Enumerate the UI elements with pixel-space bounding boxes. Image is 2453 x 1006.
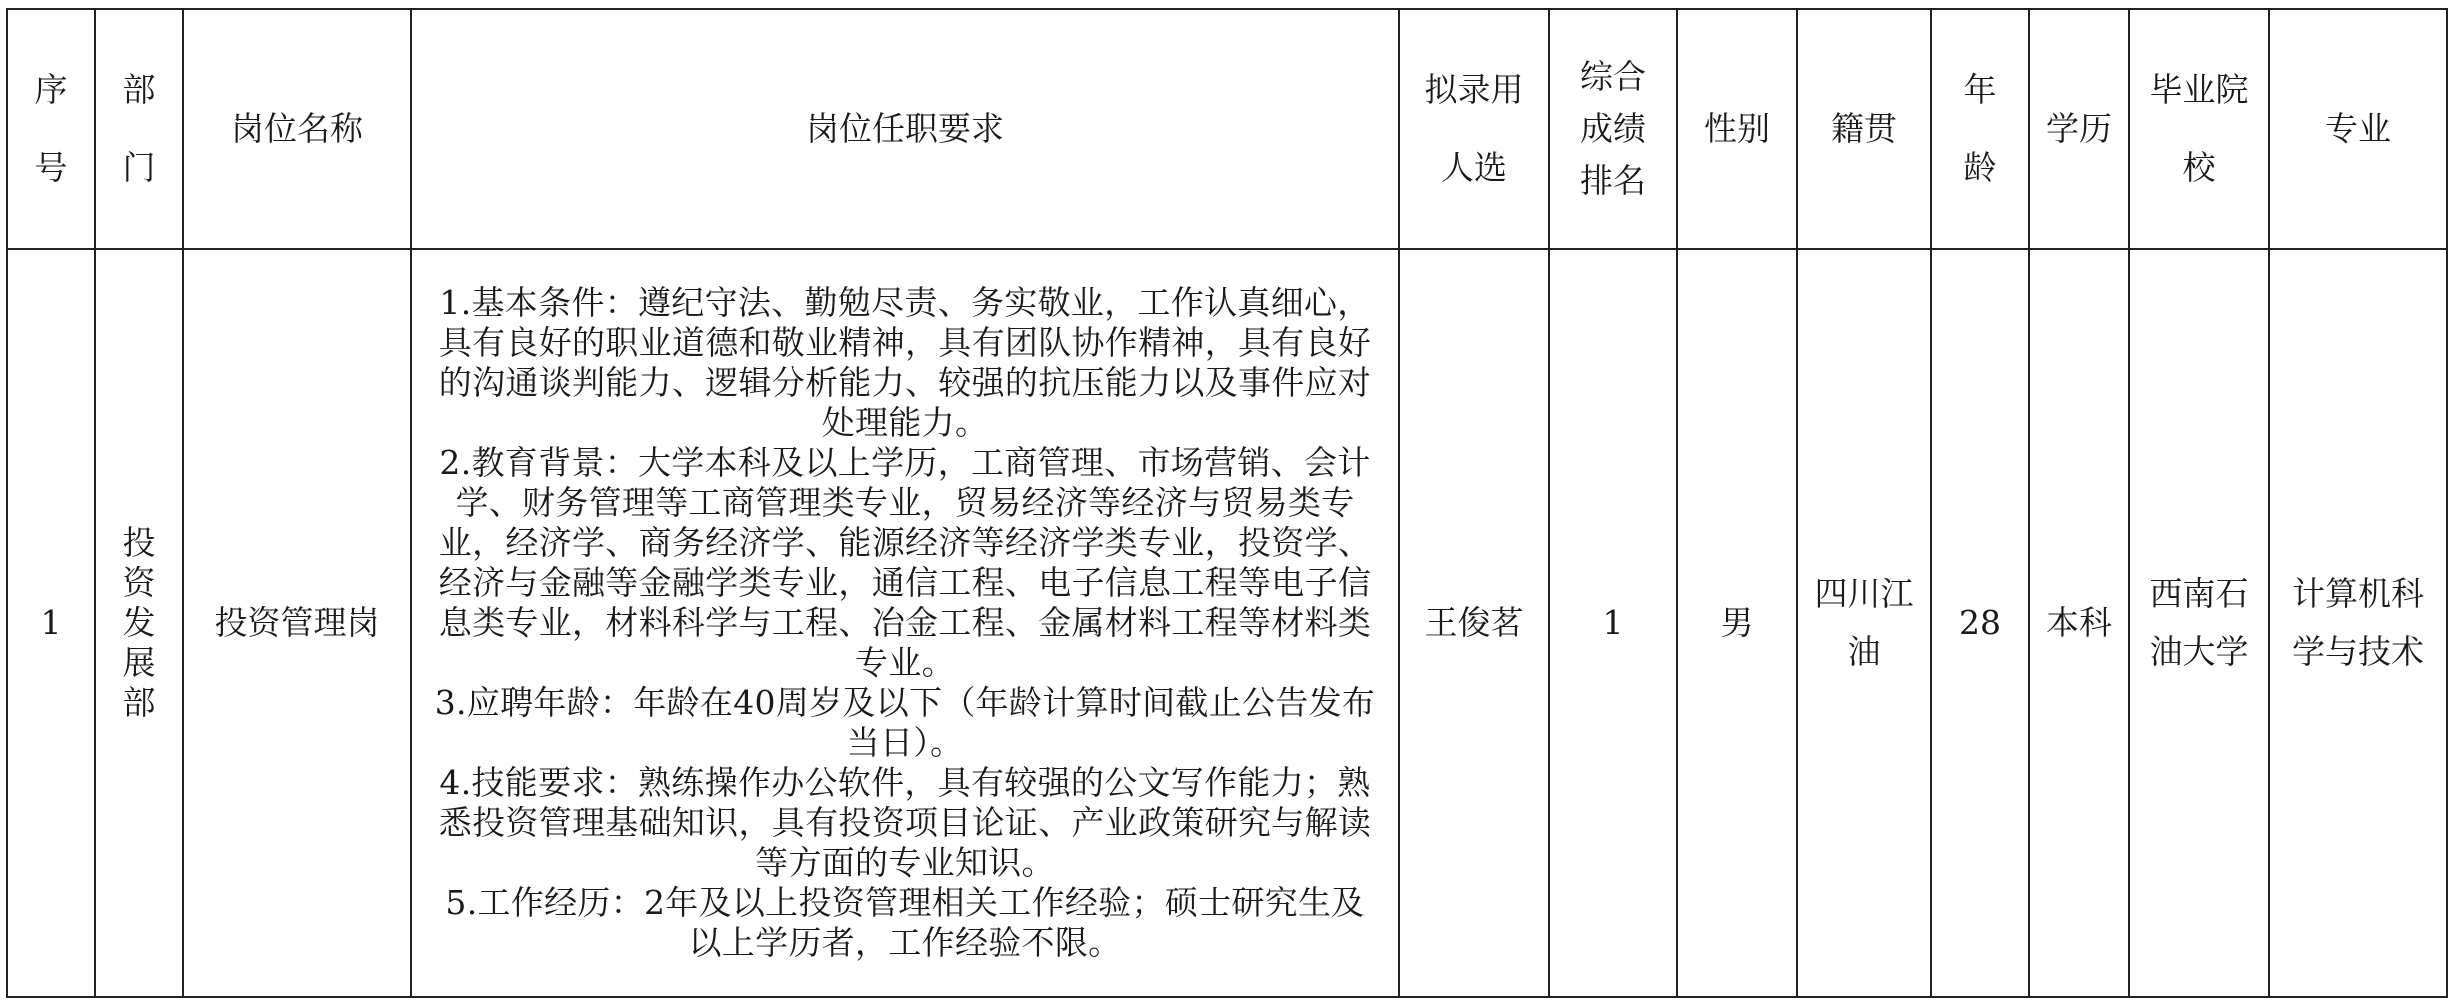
header-seq: 序 号 bbox=[7, 9, 95, 249]
cell-origin: 四川江 油 bbox=[1797, 249, 1931, 997]
header-origin: 籍贯 bbox=[1797, 9, 1931, 249]
cell-age: 28 bbox=[1931, 249, 2029, 997]
header-major: 专业 bbox=[2269, 9, 2447, 249]
cell-rank: 1 bbox=[1549, 249, 1677, 997]
header-requirements: 岗位任职要求 bbox=[411, 9, 1399, 249]
cell-candidate: 王俊茗 bbox=[1399, 249, 1549, 997]
recruitment-table bbox=[6, 8, 2448, 998]
header-education: 学历 bbox=[2029, 9, 2129, 249]
header-dept: 部 门 bbox=[95, 9, 183, 249]
header-gender: 性别 bbox=[1677, 9, 1797, 249]
cell-school: 西南石 油大学 bbox=[2129, 249, 2269, 997]
cell-requirements: 1.基本条件：遵纪守法、勤勉尽责、务实敬业，工作认真细心， 具有良好的职业道德和敬业精神，具有团队协作精神，具有良好 的沟通谈判能力、逻辑分析能力、较强的抗压能力以及事件应对 处理能力。 2.教育背景：大学本科及以上学历，工商管理、市场营销、会计 学、财务管理等工商管理类专业，贸易经济等经济与贸易类专 业，经济学、商务经济学、能源经济等经济学类专业，投资学、 经济与金融等金融学类专业，通信工程、电子信息工程等电子信 息类专业，材料科学与工程、冶金工程、金属材料工程等材料类 专业。 3.应聘年龄：年龄在40周岁及以下（年龄计算时间截止公告发布 当日）。 4.技能要求：熟练操作办公软件，具有较强的公文写作能力；熟 悉投资管理基础知识，具有投资项目论证、产业政策研究与解读 等方面的专业知识。 5.工作经历：2年及以上投资管理相关工作经验；硕士研究生及 以上学历者，工作经验不限。 bbox=[411, 249, 1399, 997]
cell-post: 投资管理岗 bbox=[183, 249, 411, 997]
cell-gender: 男 bbox=[1677, 249, 1797, 997]
header-school: 毕业院 校 bbox=[2129, 9, 2269, 249]
header-rank: 综合 成绩 排名 bbox=[1549, 9, 1677, 249]
cell-major: 计算机科 学与技术 bbox=[2269, 249, 2447, 997]
cell-seq: 1 bbox=[7, 249, 95, 997]
header-row bbox=[7, 9, 2447, 249]
header-candidate: 拟录用 人选 bbox=[1399, 9, 1549, 249]
header-post: 岗位名称 bbox=[183, 9, 411, 249]
cell-education: 本科 bbox=[2029, 249, 2129, 997]
cell-dept: 投 资 发 展 部 bbox=[95, 249, 183, 997]
table-row bbox=[7, 249, 2447, 997]
header-age: 年 龄 bbox=[1931, 9, 2029, 249]
